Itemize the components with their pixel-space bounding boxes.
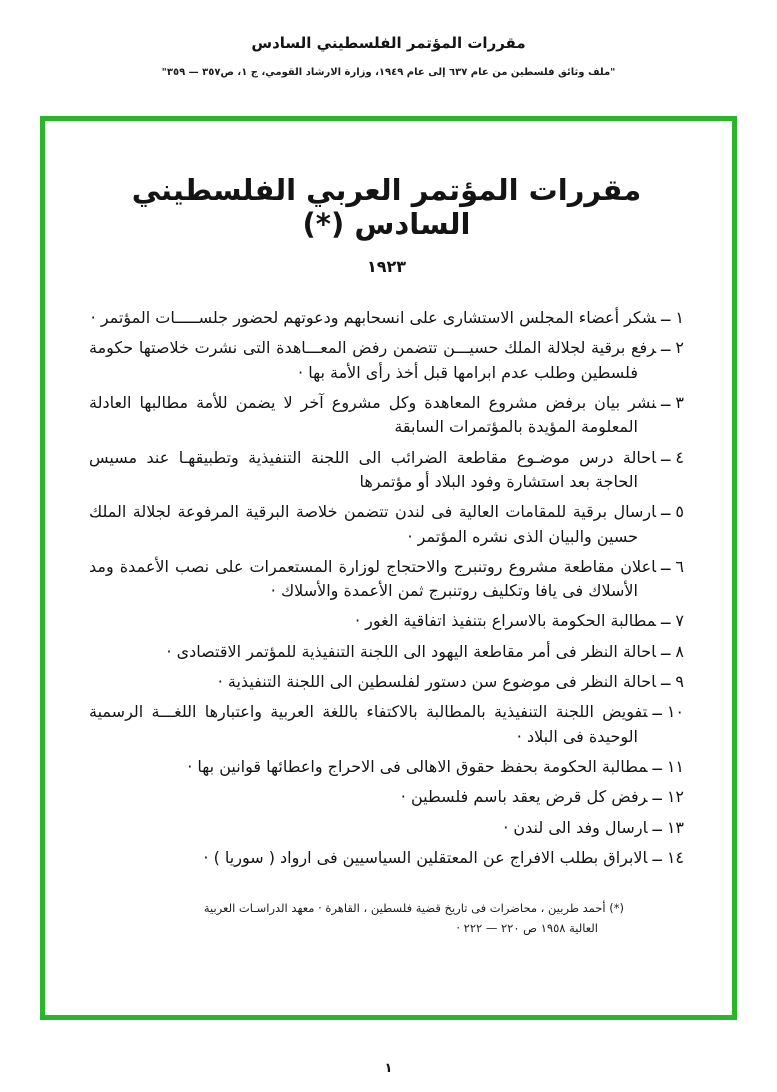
item-number: ٢ bbox=[675, 338, 684, 358]
item-dash: ــ bbox=[661, 336, 671, 356]
item-dash: ــ bbox=[661, 670, 671, 690]
item-number: ٨ bbox=[675, 641, 684, 661]
list-item bbox=[89, 700, 684, 749]
item-text: احالة النظر فى أمر مقاطعة اليهود الى اللجنة التنفيذية للمؤتمر الاقتصادى · bbox=[166, 641, 657, 661]
page-header bbox=[0, 0, 777, 78]
item-text: نشر بيان برفض مشروع المعاهدة وكل مشروع آخر لا يضمن للأمة مطالبها العادلة المعلومة المؤيدة بالمؤتمرات السابقة bbox=[89, 392, 657, 437]
header-title: مقررات المؤتمر الفلسطيني السادس bbox=[251, 34, 526, 52]
list-item bbox=[89, 306, 684, 330]
list-item bbox=[89, 816, 684, 840]
item-text: مطالبة الحكومة بحفظ حقوق الاهالى فى الاحراج واعطائها قوانين بها · bbox=[187, 757, 648, 776]
list-item bbox=[89, 755, 684, 779]
item-text: شكر أعضاء المجلس الاستشارى على انسحابهم ودعوتهم لحضور جلســـــات المؤتمر · bbox=[90, 308, 657, 327]
item-text: ارسال برقية للمقامات العالية فى لندن تتضمن خلاصة البرقية المرفوعة لجلالة الملك حسين والبيان الذى نشره المؤتمر · bbox=[89, 502, 657, 546]
list-item bbox=[89, 609, 684, 633]
item-number: ١٤ bbox=[666, 847, 684, 867]
item-number: ١١ bbox=[666, 757, 684, 776]
item-text: ارسال وفد الى لندن · bbox=[503, 817, 648, 837]
item-number: ٩ bbox=[675, 672, 684, 692]
item-dash: ــ bbox=[661, 306, 671, 325]
list-item bbox=[89, 785, 684, 809]
page-number: ١ bbox=[384, 1061, 393, 1076]
item-number: ٣ bbox=[675, 392, 684, 412]
item-number: ١٣ bbox=[666, 817, 684, 837]
list-item bbox=[89, 336, 684, 385]
item-text: رفض كل قرض يعقد باسم فلسطين · bbox=[400, 787, 648, 807]
list-item bbox=[89, 446, 684, 495]
item-dash: ــ bbox=[661, 390, 671, 410]
item-dash: ــ bbox=[652, 785, 662, 805]
document-title: مقررات المؤتمر العربي الفلسطيني السادس (*) bbox=[131, 173, 642, 241]
item-number: ٤ bbox=[675, 447, 684, 467]
item-text: اعلان مقاطعة مشروع روتنبرج والاحتجاج لوزارة المستعمرات على نصب الأعمدة ومد الأسلاك فى يافا وتكليف روتنبرج ثمن الأعمدة والأسلاك · bbox=[89, 556, 657, 601]
list-item bbox=[89, 670, 684, 694]
item-number: ٦ bbox=[675, 556, 684, 576]
item-dash: ــ bbox=[661, 609, 671, 629]
item-number: ٧ bbox=[675, 611, 684, 631]
document-year: ١٩٢٣ bbox=[366, 257, 407, 276]
list-item bbox=[89, 500, 684, 549]
item-number: ١ bbox=[675, 308, 684, 327]
item-number: ١٠ bbox=[666, 702, 684, 722]
scan-content bbox=[45, 121, 732, 939]
item-text: احالة النظر فى موضوع سن دستور لفلسطين الى اللجنة التنفيذية · bbox=[217, 672, 657, 692]
item-dash: ــ bbox=[652, 700, 662, 720]
item-dash: ــ bbox=[652, 845, 662, 865]
header-source-citation: "ملف وثائق فلسطين من عام ٦٣٧ إلى عام ١٩٤٩، وزارة الارشاد القومي، ج ١، ص٣٥٧ — ٣٥٩" bbox=[161, 67, 616, 78]
green-scan-frame bbox=[40, 116, 737, 1020]
item-text: الابراق بطلب الافراج عن المعتقلين السياسيين فى ارواد ( سوريا ) · bbox=[203, 847, 648, 867]
list-item bbox=[89, 640, 684, 664]
list-item bbox=[89, 391, 684, 440]
item-text: احالة درس موضـوع مقاطعة الضرائب الى اللجنة التنفيذية وتطبيقهـا عند مسيس الحاجة بعد استشارة وفود البلاد أو مؤتمرها bbox=[89, 447, 657, 491]
item-dash: ــ bbox=[661, 639, 671, 659]
footnote-line-1: (*) أحمد طربين ، محاضرات فى تاريخ قضية فلسطين ، القاهرة · معهد الدراسـات العربية bbox=[203, 901, 624, 916]
item-dash: ــ bbox=[661, 500, 671, 520]
item-dash: ــ bbox=[652, 755, 662, 774]
item-number: ١٢ bbox=[666, 787, 684, 807]
footnote bbox=[114, 898, 624, 938]
item-dash: ــ bbox=[661, 445, 671, 465]
footnote-line-2: العالية ١٩٥٨ ص ٢٢٠ — ٢٢٢ · bbox=[456, 921, 598, 936]
item-text: مطالبة الحكومة بالاسراع بتنفيذ اتفاقية الغور · bbox=[354, 611, 657, 631]
item-dash: ــ bbox=[661, 554, 671, 574]
item-dash: ــ bbox=[652, 815, 662, 835]
item-text: رفع برقية لجلالة الملك حسيـــن تتضمن رفض المعـــاهدة التى نشرت خلاصتها حكومة فلسطين وطلب عدم ابرامها قبل أخذ رأى الأمة بها · bbox=[89, 338, 657, 382]
decisions-list bbox=[89, 306, 684, 870]
item-number: ٥ bbox=[675, 502, 684, 522]
item-text: تفويض اللجنة التنفيذية بالمطالبة بالاكتفاء باللغة العربية واعتبارها اللغـــة الرسمية الوحيدة فى البلاد · bbox=[89, 702, 648, 746]
list-item bbox=[89, 555, 684, 604]
list-item bbox=[89, 846, 684, 870]
